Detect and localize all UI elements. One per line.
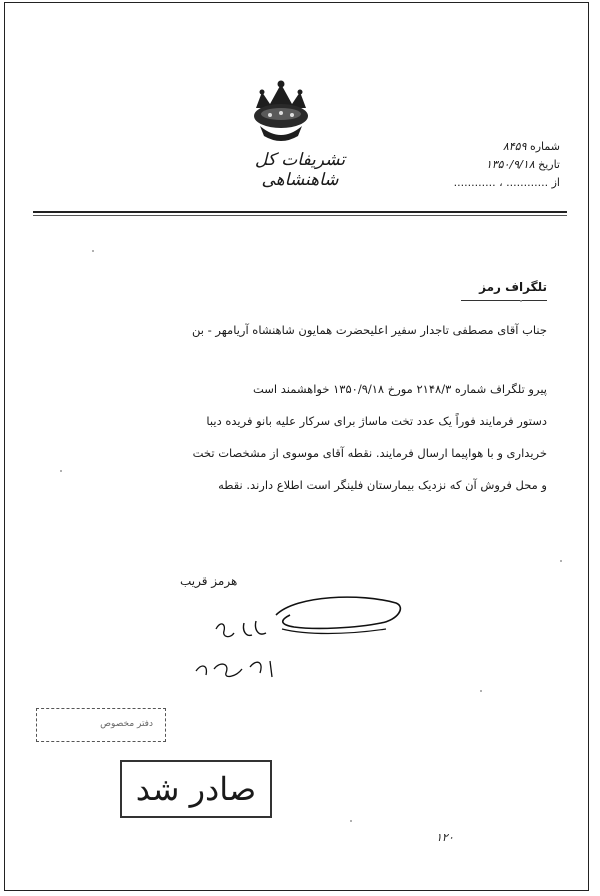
pahlavi-crown-emblem — [250, 78, 312, 146]
number-value: ۸۴۵۹ — [502, 140, 527, 153]
scan-speck — [480, 690, 482, 692]
scan-speck — [520, 300, 522, 302]
date-row — [410, 156, 560, 174]
attachment-label: از — [551, 176, 560, 189]
office-stamp-text: دفتر مخصوص — [100, 719, 153, 729]
footer-mark: ۱۲۰ — [436, 831, 454, 844]
letter-body — [100, 280, 547, 492]
letter-paragraph — [100, 373, 547, 501]
paragraph-line: و محل فروش آن که نزدیک بیمارستان فلینگر است اطلاع دارند. نقطه — [218, 478, 547, 492]
handwritten-signature — [186, 585, 416, 695]
scan-speck — [560, 560, 562, 562]
header-divider-thin — [33, 215, 567, 216]
court-title: تشریفات کل شاهنشاهی — [254, 150, 346, 190]
scan-speck — [350, 820, 352, 822]
letter-subject: تلگراف رمز — [479, 280, 547, 294]
subject-underline — [461, 300, 547, 301]
attachment-row: از ............ ، ............ — [453, 176, 560, 189]
issued-stamp: صادر شد — [120, 760, 272, 818]
reference-block — [410, 138, 560, 192]
paragraph-line: دستور فرمایند فوراً یک عدد تخت ماساژ برای سرکار علیه بانو فریده دیبا — [206, 414, 547, 428]
paragraph-line: پیرو تلگراف شماره ۲۱۴۸/۳ مورخ ۱۳۵۰/۹/۱۸ خواهشمند است — [252, 382, 547, 396]
number-row — [410, 138, 560, 156]
signer-name: هرمز قریب — [180, 574, 238, 588]
header-divider — [33, 211, 567, 213]
scan-speck — [60, 470, 62, 472]
number-label: شماره — [529, 140, 560, 153]
date-value: ۱۳۵۰/۹/۱۸ — [485, 158, 535, 171]
paragraph-line: خریداری و با هواپیما ارسال فرمایند. نقطه آقای موسوی از مشخصات تخت — [192, 446, 547, 460]
letter-recipient: جناب آقای مصطفی تاجدار سفیر اعلیحضرت همایون شاهنشاه آریامهر - بن — [191, 323, 547, 337]
scan-speck — [92, 250, 94, 252]
office-stamp — [36, 708, 166, 742]
date-label: تاریخ — [538, 158, 560, 171]
